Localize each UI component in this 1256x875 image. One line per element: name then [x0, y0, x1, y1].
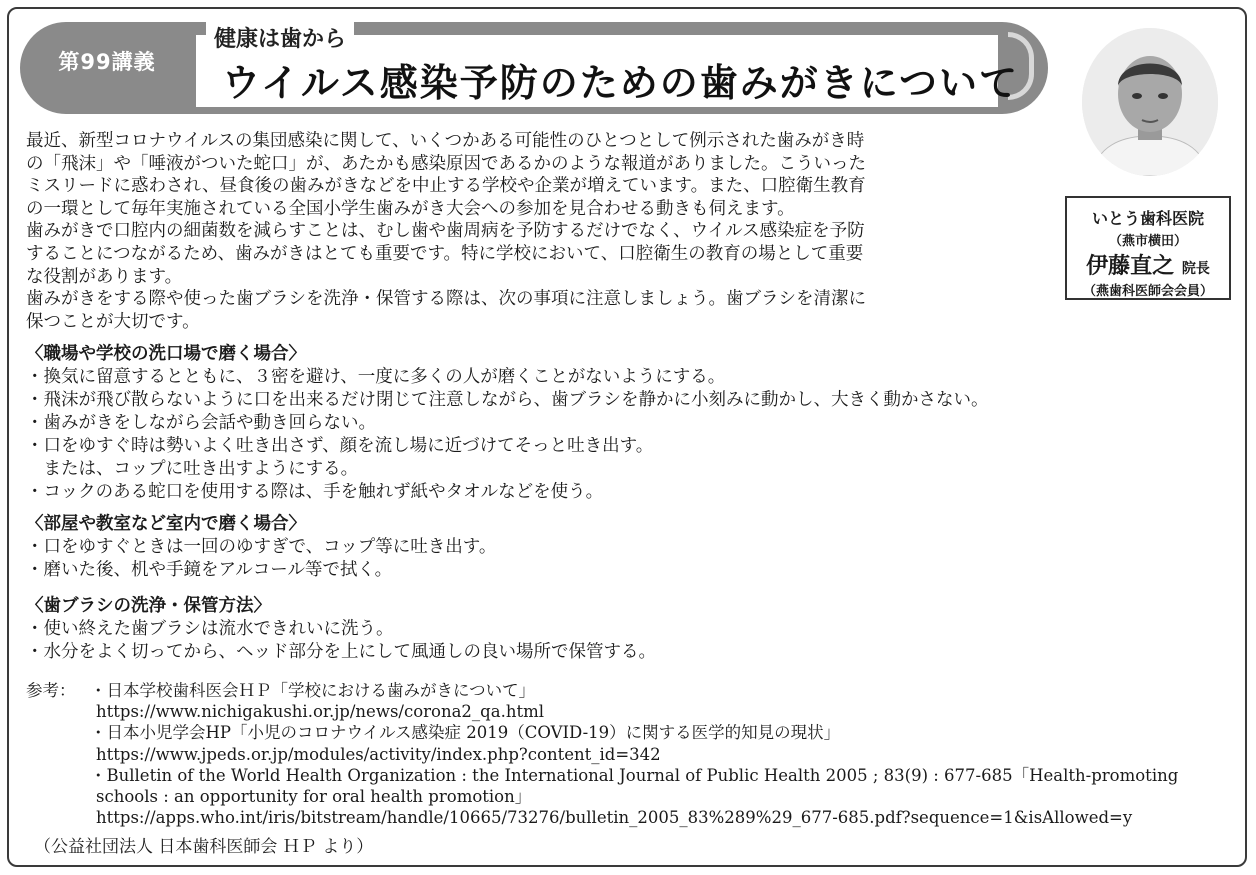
section-heading: 〈職場や学校の洗口場で磨く場合〉 — [26, 344, 306, 364]
section-item: または、コップに吐き出すようにする。 — [26, 459, 359, 479]
section-item: ・口をゆすぐ時は勢いよく吐き出さず、顔を流し場に近づけてそっと吐き出す。 — [26, 436, 654, 456]
reference-line: ・日本学校歯科医会ＨＰ「学校における歯みがきについて」 — [90, 681, 536, 700]
clinic-name: いとう歯科医院 — [1091, 209, 1204, 228]
intro-line: 歯みがきで口腔内の細菌数を減らすことは、むし歯や歯周病を予防するだけでなく、ウイルス感染症を予防 — [26, 221, 865, 242]
author-membership: （燕歯科医師会会員） — [1082, 284, 1213, 299]
reference-row — [26, 680, 1178, 701]
reference-line: schools : an opportunity for oral health promotion」 — [96, 787, 532, 807]
intro-line: ミスリードに惑わされ、昼食後の歯みがきなどを中止する学校や企業が増えています。また、口腔衛生教育 — [26, 176, 866, 197]
intro-line: することにつながるため、歯みがきはとても重要です。特に学校において、口腔衛生の教育の場として重要 — [26, 243, 864, 264]
section-toothbrush-care — [26, 595, 656, 664]
intro-line: 歯みがきをする際や使った歯ブラシを洗浄・保管する際は、次の事項に注意しましょう。歯ブラシを清潔に — [26, 289, 866, 310]
reference-line: ・Bulletin of the World Health Organization : the International Journal of Public Health 2005 ; 83(9) : 677-685「Health-promoting — [90, 765, 1179, 785]
reference-url: https://www.nichigakushi.or.jp/news/corona2_qa.html — [96, 702, 545, 722]
intro-line: の一環として毎年実施されている全国小学生歯みがき大会への参加を見合わせる動きも伺えます。 — [26, 198, 795, 219]
reference-line: ・日本小児学会HP「小児のコロナウイルス感染症 2019（COVID-19）に関する医学的知見の現状」 — [90, 723, 841, 743]
section-item: ・飛沫が飛び散らないように口を出来るだけ閉じて注意しながら、歯ブラシを静かに小刻みに動かし、大きく動かさない。 — [26, 390, 989, 410]
series-title: 健康は歯から — [206, 20, 354, 55]
section-heading: 〈部屋や教室など室内で磨く場合〉 — [26, 514, 306, 534]
intro-line: の「飛沫」や「唾液がついた蛇口」が、あたかも感染原因であるかのような報道がありました。こういった — [26, 153, 866, 174]
author-role: 院長 — [1181, 261, 1210, 277]
author-name-line — [1067, 249, 1229, 280]
reference-url: https://www.jpeds.or.jp/modules/activity/index.php?content_id=342 — [96, 744, 661, 764]
intro-line: な役割があります。 — [26, 266, 183, 287]
section-item: ・水分をよく切ってから、ヘッド部分を上にして風通しの良い場所で保管する。 — [26, 642, 656, 662]
section-heading: 〈歯ブラシの洗浄・保管方法〉 — [26, 596, 271, 616]
section-item: ・換気に留意するとともに、３密を避け、一度に多くの人が磨くことがないようにする。 — [26, 367, 726, 387]
section-item: ・磨いた後、机や手鏡をアルコール等で拭く。 — [26, 560, 393, 580]
section-item: ・歯みがきをしながら会話や動き回らない。 — [26, 413, 376, 433]
author-name: 伊藤直之 — [1086, 254, 1175, 279]
author-photo — [1082, 28, 1218, 176]
article-title: ウイルス感染予防のための歯みがきについて — [222, 61, 1019, 105]
section-indoor — [26, 513, 496, 582]
author-info-box — [1065, 196, 1231, 300]
section-workplace — [26, 343, 989, 504]
references — [26, 680, 1178, 828]
source-credit: （公益社団法人 日本歯科医師会 ＨＰ より） — [34, 837, 374, 857]
intro-line: 保つことが大切です。 — [26, 311, 200, 332]
section-item: ・使い終えた歯ブラシは流水できれいに洗う。 — [26, 619, 394, 639]
intro-paragraph — [26, 130, 866, 333]
reference-url: https://apps.who.int/iris/bitstream/handle/10665/73276/bulletin_2005_83%289%29_677-685.pdf?sequence=1&isAllowed=y — [96, 808, 1133, 828]
intro-line: 最近、新型コロナウイルスの集団感染に関して、いくつかある可能性のひとつとして例示された歯みがき時 — [26, 131, 865, 151]
portrait-image — [1082, 28, 1218, 176]
references-label: 参考： — [26, 681, 76, 700]
section-item: ・口をゆすぐときは一回のゆすぎで、コップ等に吐き出す。 — [26, 537, 497, 557]
clinic-area: （燕市横田） — [1108, 234, 1187, 249]
section-item: ・コックのある蛇口を使用する際は、手を触れず紙やタオルなどを使う。 — [26, 482, 604, 502]
lecture-number: 第99講義 — [58, 50, 156, 74]
